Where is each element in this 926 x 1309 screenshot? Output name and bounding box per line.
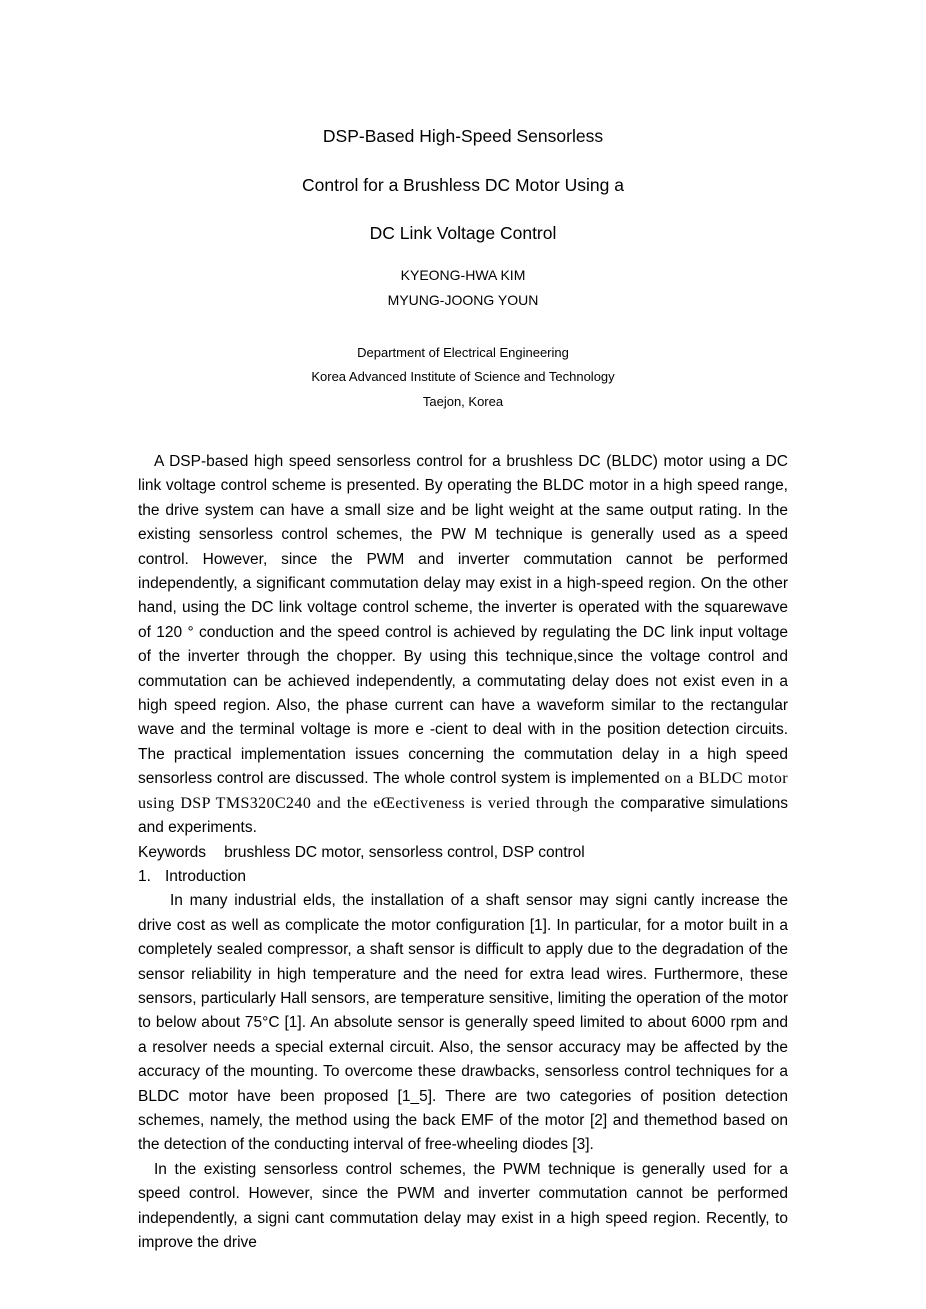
paper-title [138,112,788,258]
keywords-line [138,841,788,865]
keywords-text: brushless DC motor, sensorless control, DSP control [224,843,585,861]
abstract-text-serif-segment: on a BLDC motor using DSP TMS320C240 and the eŒectiveness is veried through the [138,770,789,812]
section-heading-introduction [138,865,788,889]
paper-title-line-1: DSP-Based High-Speed Sensorless [322,126,604,146]
keywords-label: Keywords [138,843,207,861]
author-name: KYEONG-HWA KIM [400,266,526,283]
paper-title-line-2: Control for a Brushless DC Motor Using a [302,174,624,195]
section-number: 1. [138,867,151,885]
abstract-paragraph [138,450,788,841]
affiliation-block [138,341,788,415]
authors-block [138,263,788,313]
introduction-paragraph-2: In the existing sensorless control schemes, the PWM technique is generally used for a speed control. However, since the PWM and inverter commutation cannot be performed independently, a signi cant commutation delay may exist in a high speed region. Recently, to improve the drive [138,1160,788,1251]
section-title: Introduction [164,867,246,885]
abstract-text-main: A DSP-based high speed sensorless control for a brushless DC (BLDC) motor using a DC link voltage control scheme is presented. By operating the BLDC motor in a high speed range, the drive system can have a small size and be light weight at the same output rating. In the existing sensorless control schemes, the PW M technique is generally used as a speed control. However, since the PWM and inverter commutation cannot be performed independently, a significant commutation delay may exist in a high-speed region. On the other hand, using the DC link voltage control scheme, the inverter is operated with the squarewave of 120 ° conduction and the speed control is achieved by regulating the DC link input voltage of the inverter through the chopper. By using this technique,since the voltage control and commutation can be achieved independently, a commutating delay does not exist even in a high speed region. Also, the phase current can have a waveform similar to the rectangular wave and the terminal voltage is more e -cient to deal with in the position detection circuits. The practical implementation issues concerning the commutation delay in a high speed sensorless control are discussed. The whole control system is implemented [138,453,788,788]
paper-title-line-3: DC Link Voltage Control [369,223,557,243]
page-content [138,0,788,1255]
author-name: MYUNG-JOONG YOUN [387,291,539,308]
introduction-paragraph-1: In many industrial elds, the installation of a shaft sensor may signi cantly increase the drive cost as well as complicate the motor configuration [1]. In particular, for a motor built in a completely sealed compressor, a shaft sensor is difficult to apply due to the degradation of the sensor reliability in high temperature and the need for extra lead wires. Furthermore, these sensors, particularly Hall sensors, are temperature sensitive, limiting the operation of the motor to below about 75°C [1]. An absolute sensor is generally speed limited to about 6000 rpm and a resolver needs a special external circuit. Also, the sensor accuracy may be affected by the accuracy of the mounting. To overcome these drawbacks, sensorless control techniques for a BLDC motor have been proposed [1_5]. There are two categories of position detection schemes, namely, the method using the back EMF of the motor [2] and themethod based on the detection of the conducting interval of free-wheeling diodes [3]. [138,892,788,1154]
affiliation-department: Department of Electrical Engineering [357,344,569,360]
abstract-text-tail: comparative simulations and experiments. [138,794,789,837]
affiliation-institute: Korea Advanced Institute of Science and Technology [311,369,615,384]
affiliation-location: Taejon, Korea [422,393,504,409]
